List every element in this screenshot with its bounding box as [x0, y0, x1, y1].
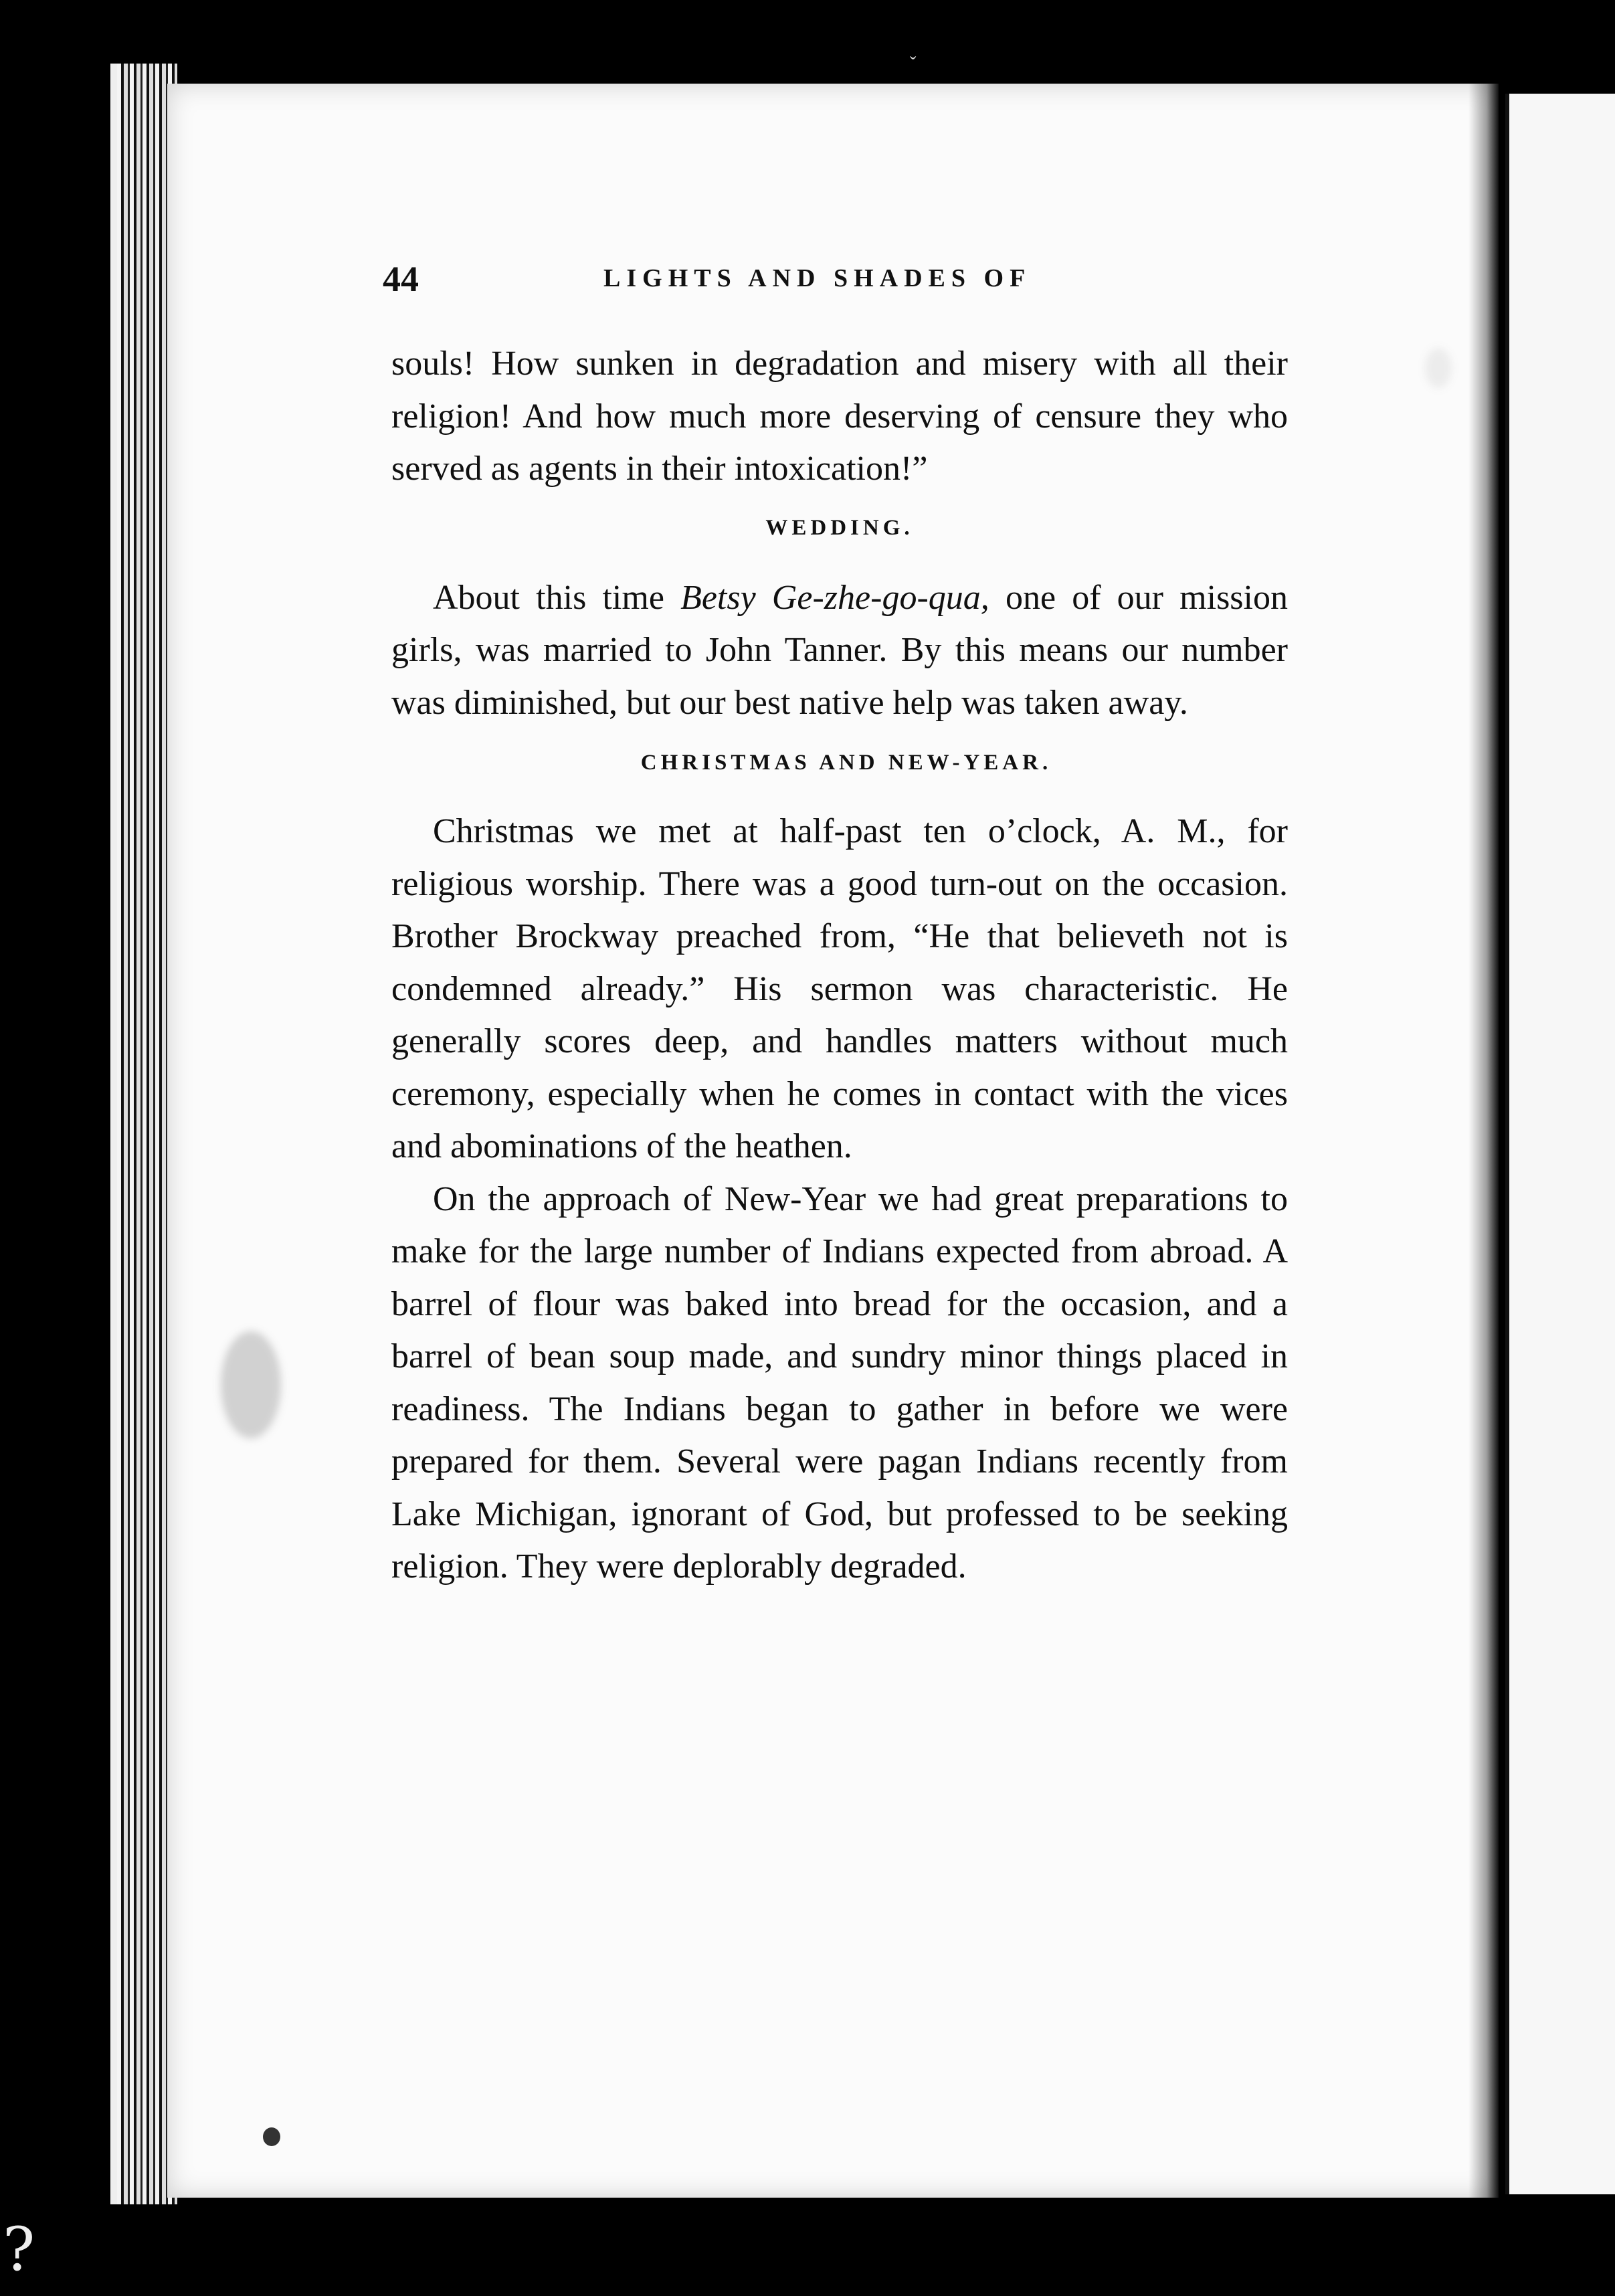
corner-scan-glyph: ?	[3, 2214, 35, 2285]
paragraph-continued: souls! How sunken in degradation and misery with all their religion! And how much more deserving of censure they who served as agents in their intoxication!”	[391, 345, 1288, 488]
running-title: LIGHTS AND SHADES OF	[603, 264, 1032, 292]
stain-blot	[221, 1331, 281, 1438]
paragraph-wedding-rest: one of our mission girls, was married to John Tanner. By this means our number was diminished, but our best native help was taken away.	[391, 578, 1288, 722]
page-number: 44	[383, 259, 419, 299]
scan-artifact-mark: ˇ	[910, 54, 917, 74]
paragraph-wedding	[391, 572, 1288, 730]
facing-page-edge	[1505, 94, 1615, 2194]
section-heading-christmas: CHRISTMAS AND NEW-YEAR.	[640, 751, 1052, 775]
person-name-italic: Betsy Ge-zhe-go-qua,	[680, 578, 989, 617]
section-heading-wedding: WEDDING.	[765, 515, 914, 540]
body-text	[391, 338, 1288, 1594]
paragraph-christmas: Christmas we met at half-past ten o’clock, A. M., for religious worship. There was a good turn-out on the occasion. Brother Brockway preached from, “He that believeth not is condemned already.” His sermon was characteristic. He generally scores deep, and handles matters without much ceremony, especially when he comes in contact with the vices and abominations of the heathen.	[391, 812, 1288, 1165]
ink-dot	[263, 2127, 280, 2146]
paragraph-wedding-start: About this time	[433, 578, 681, 617]
paragraph-new-year: On the approach of New-Year we had great preparations to make for the large number of Indians expected from abroad. A barrel of flour was baked into bread for the occasion, and a barrel of bean soup made, and sundry minor things placed in readiness. The Indians began to gather in before we were prepared for them. Several were pagan Indians recently from Lake Michigan, ignorant of God, but professed to be seeking religion. They were deplorably degraded.	[391, 1179, 1288, 1586]
stain-blot	[1425, 348, 1452, 388]
gutter-shadow	[1468, 84, 1499, 2198]
running-head	[383, 258, 1279, 305]
